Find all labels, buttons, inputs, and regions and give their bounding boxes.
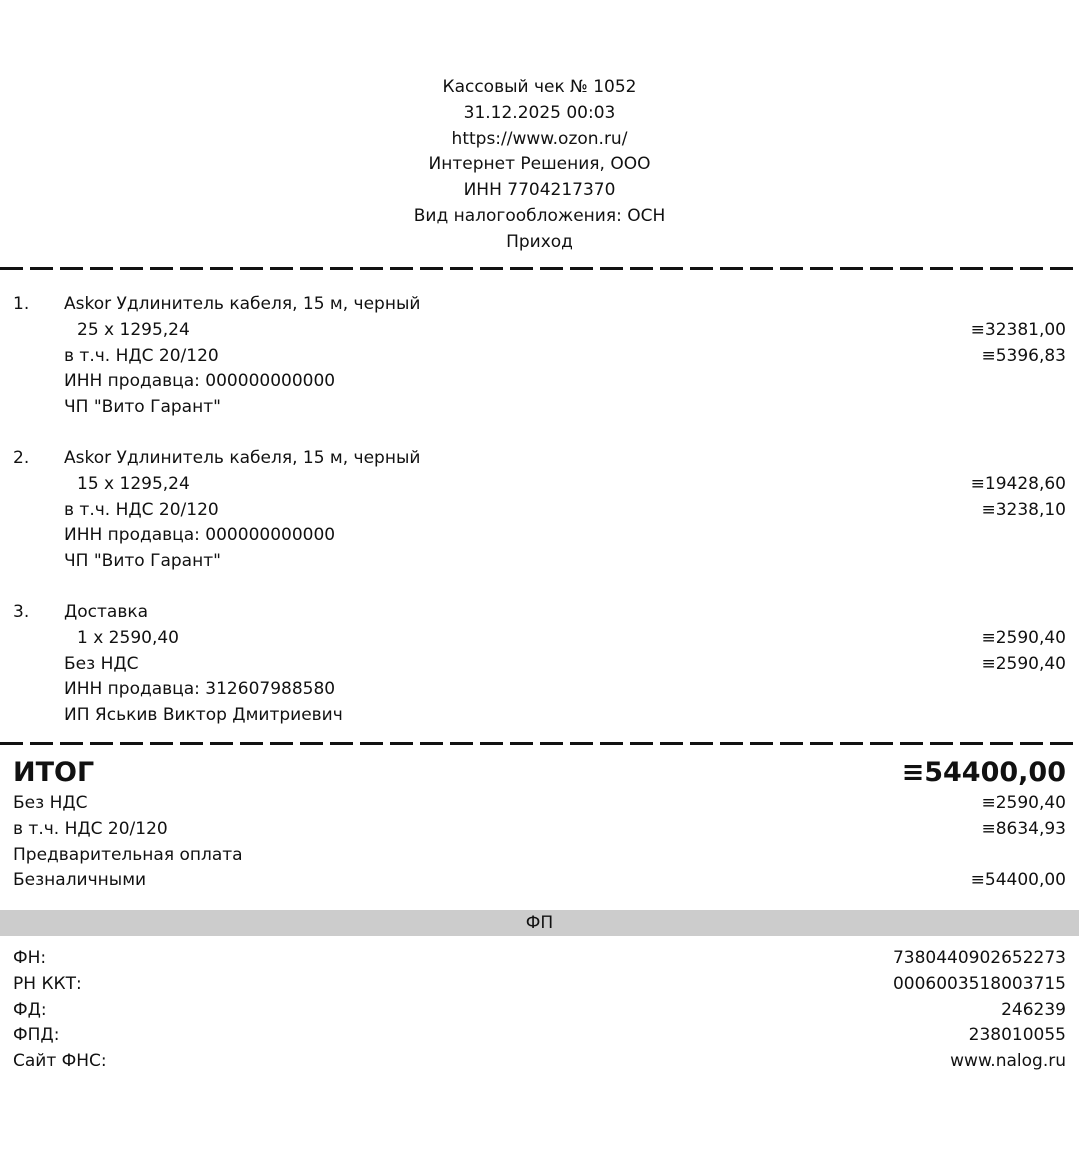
cashless-label: Безналичными xyxy=(13,870,147,891)
total-label: ИТОГ xyxy=(13,757,95,788)
fiscal-label: ФПД: xyxy=(13,1025,60,1046)
vat-value: ≡8634,93 xyxy=(981,818,1066,839)
no-vat-row xyxy=(0,791,1079,817)
item-list xyxy=(0,292,1079,754)
prepayment-label: Предварительная оплата xyxy=(13,844,243,865)
fiscal-row xyxy=(0,1023,1079,1049)
fns-site-link[interactable]: www.nalog.ru xyxy=(950,1051,1066,1072)
fp-bar: ФП xyxy=(0,910,1079,936)
item-vat-sum: ≡3238,10 xyxy=(981,499,1066,520)
fiscal-value: 0006003518003715 xyxy=(892,973,1066,994)
item-name: Доставка xyxy=(64,602,149,622)
fiscal-row xyxy=(0,1049,1079,1075)
store-url: https://www.ozon.ru/ xyxy=(451,128,628,149)
receipt-datetime: 31.12.2025 00:03 xyxy=(463,102,616,123)
item-sum: ≡2590,40 xyxy=(981,627,1066,648)
dashed-divider xyxy=(0,742,1079,745)
company-inn: ИНН 7704217370 xyxy=(463,180,616,201)
item-qty-price: 15 x 1295,24 xyxy=(77,473,190,494)
item-name: Askor Удлинитель кабеля, 15 м, черный xyxy=(64,294,421,314)
dashed-divider xyxy=(0,267,1079,270)
item-vat-label: в т.ч. НДС 20/120 xyxy=(64,499,219,520)
item-seller-name: ЧП "Вито Гарант" xyxy=(64,397,221,418)
fiscal-label: ФН: xyxy=(13,948,47,968)
no-vat-label: Без НДС xyxy=(13,793,88,813)
fiscal-value: 7380440902652273 xyxy=(892,948,1066,968)
item-vat-sum: ≡5396,83 xyxy=(981,345,1066,366)
totals-section xyxy=(0,755,1079,894)
item-number: 1. xyxy=(13,294,30,314)
item-number: 2. xyxy=(13,448,30,468)
tax-system: Вид налогообложения: ОСН xyxy=(413,205,666,226)
fiscal-label: Сайт ФНС: xyxy=(13,1051,107,1072)
fiscal-value: 238010055 xyxy=(968,1025,1066,1046)
item-qty-price: 25 x 1295,24 xyxy=(77,319,190,340)
item-seller-name: ЧП "Вито Гарант" xyxy=(64,551,221,572)
prepayment-row xyxy=(0,843,1079,869)
list-item xyxy=(0,292,1079,446)
company-name: Интернет Решения, ООО xyxy=(428,154,651,175)
fiscal-label: ФД: xyxy=(13,999,47,1020)
item-vat-label: Без НДС xyxy=(64,653,139,674)
item-seller-inn: ИНН продавца: 312607988580 xyxy=(64,679,336,700)
vat-row xyxy=(0,817,1079,843)
fiscal-row xyxy=(0,972,1079,998)
item-seller-name: ИП Яськив Виктор Дмитриевич xyxy=(64,705,343,726)
item-vat-label: в т.ч. НДС 20/120 xyxy=(64,345,219,366)
fiscal-row xyxy=(0,946,1079,972)
item-number: 3. xyxy=(13,602,30,622)
total-value: ≡54400,00 xyxy=(901,757,1066,788)
cashless-value: ≡54400,00 xyxy=(970,870,1066,891)
item-sum: ≡19428,60 xyxy=(970,473,1066,494)
fiscal-row xyxy=(0,998,1079,1024)
cashless-row xyxy=(0,868,1079,894)
total-row xyxy=(0,755,1079,791)
item-name: Askor Удлинитель кабеля, 15 м, черный xyxy=(64,448,421,468)
fiscal-section xyxy=(0,946,1079,1075)
fiscal-value: 246239 xyxy=(1001,999,1066,1020)
item-qty-price: 1 x 2590,40 xyxy=(77,627,179,648)
receipt-header xyxy=(0,75,1079,256)
receipt-title: Кассовый чек № 1052 xyxy=(442,77,637,97)
vat-label: в т.ч. НДС 20/120 xyxy=(13,818,168,839)
no-vat-value: ≡2590,40 xyxy=(981,793,1066,813)
item-sum: ≡32381,00 xyxy=(970,319,1066,340)
item-vat-sum: ≡2590,40 xyxy=(981,653,1066,674)
operation-type: Приход xyxy=(506,231,573,252)
list-item xyxy=(0,446,1079,600)
item-seller-inn: ИНН продавца: 000000000000 xyxy=(64,371,336,392)
fiscal-label: РН ККТ: xyxy=(13,973,82,994)
list-item xyxy=(0,600,1079,754)
item-seller-inn: ИНН продавца: 000000000000 xyxy=(64,525,336,546)
